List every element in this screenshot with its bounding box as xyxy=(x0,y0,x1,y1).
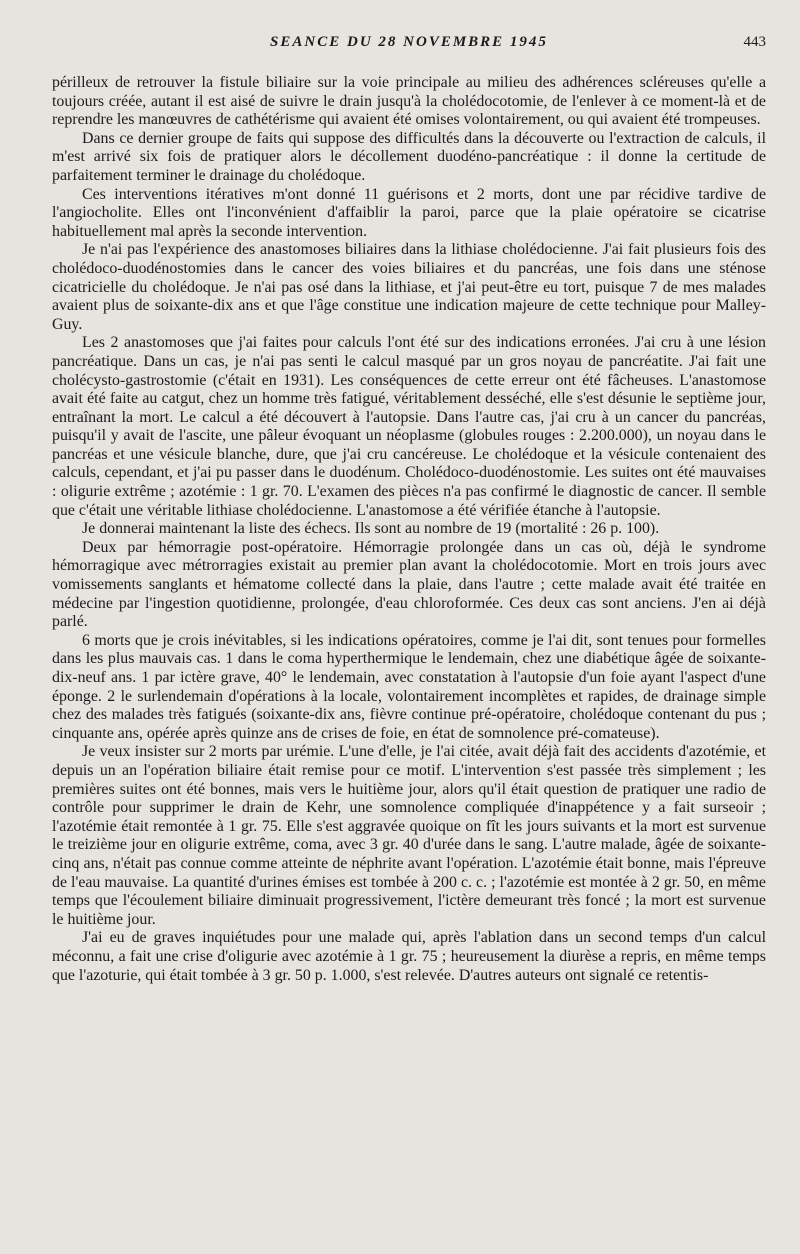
paragraph: Je donnerai maintenant la liste des échecs. Ils sont au nombre de 19 (mortalité : 26 p. 100). xyxy=(82,520,660,538)
paragraph: 6 morts que je crois inévitables, si les indications opératoires, comme je l'ai dit, sont tenues pour formelles dans les plus mauvais cas. 1 dans le coma hyperthermique le lendemain, chez une diabétique âgée de soixante-dix-neuf ans. 1 par ictère grave, 40° le lendemain, avec constatation à l'autopsie d'un foie ayant l'aspect d'une éponge. 2 le surlendemain d'opérations à la locale, volontairement incomplètes et rapides, de drainage simple chez des malades très fatigués (soixante-dix ans, fièvre continue pré-opératoire, cholédoque contenant du pus ; cinquante ans, opérée après quinze ans de crises de foie, en état de somnolence pré-comateuse). xyxy=(52,631,766,742)
page-number: 443 xyxy=(743,34,766,50)
paragraph: Les 2 anastomoses que j'ai faites pour calculs l'ont été sur des indications erronées. J'ai cru à une lésion pancréatique. Dans un cas, je n'ai pas senti le calcul masqué par un gros noyau de pancréatite. J'ai fait une cholécysto-gastrostomie (c'était en 1931). Les conséquences de cette erreur ont été fâcheuses. L'anastomose avait été faite au catgut, chez un homme très fatigué, véritablement desséché, elle s'est désunie le septième jour, entraînant la mort. Le calcul a été découvert à l'autopsie. Dans l'autre cas, j'ai cru à un cancer du pancréas, puisqu'il y avait de l'ascite, une pâleur évoquant un néoplasme (globules rouges : 2.200.000), un noyau dans le pancréas et une vésicule blanche, dure, que j'ai cru cancéreuse. Le cholédoque et la vésicule contenaient des calculs, cependant, et j'ai pu passer dans le duodénum. Cholédoco-duodénostomie. Les suites ont été mauvaises : oligurie extrême ; azotémie : 1 gr. 70. L'examen des pièces n'a pas confirmé le diagnostic de cancer. Il semble que c'était une véritable lithiase cholédocienne. L'anastomose a été vérifiée étanche à l'autopsie. xyxy=(52,334,766,519)
body-text xyxy=(52,74,766,985)
paragraph: J'ai eu de graves inquiétudes pour une malade qui, après l'ablation dans un second temps d'un calcul méconnu, a fait une crise d'oligurie avec azotémie à 1 gr. 75 ; heureusement la diurèse a repris, en même temps que l'azoturie, qui était tombée à 3 gr. 50 p. 1.000, s'est relevée. D'autres auteurs ont signalé ce retentis- xyxy=(52,929,766,984)
paragraph: Deux par hémorragie post-opératoire. Hémorragie prolongée dans un cas où, déjà le syndrome hémorragique avec métrorragies existait au premier plan avant la cholédocotomie. Mort en trois jours avec vomissements sanglants et hématome collecté dans la plaie, dans l'autre ; cette malade avait été traitée en médecine par l'ingestion quotidienne, prolongée, d'eau chloroformée. Ces deux cas sont anciens. J'en ai déjà parlé. xyxy=(52,538,766,631)
paragraph: périlleux de retrouver la fistule biliaire sur la voie principale au milieu des adhérences scléreuses qu'elle a toujours créée, autant il est aisé de suivre le drain jusqu'à la cholédocotomie, de l'enlever à ce moment-là et de reprendre les manœuvres de cathétérisme qui avaient été omises volontairement, ou qui avaient été trompeuses. xyxy=(52,74,766,129)
paragraph: Ces interventions itératives m'ont donné 11 guérisons et 2 morts, dont une par récidive tardive de l'angiocholite. Elles ont l'inconvénient d'affaiblir la paroi, parce que la plaie opératoire se cicatrise habituellement mal après la seconde intervention. xyxy=(52,185,766,240)
page-header xyxy=(52,34,766,58)
running-title: SEANCE DU 28 NOVEMBRE 1945 xyxy=(270,34,548,50)
paragraph: Je veux insister sur 2 morts par urémie. L'une d'elle, je l'ai citée, avait déjà fait des accidents d'azotémie, et depuis un an l'opération biliaire était remise pour ce motif. L'intervention s'est passée très simplement ; les premières suites ont été bonnes, mais vers le huitième jour, alors qu'il était question de pratiquer une radio de contrôle pour supprimer le drain de Kehr, une somnolence compliquée d'inappétence y a fait surseoir ; l'azotémie était remontée à 1 gr. 75. Elle s'est aggravée quoique on fît les jours suivants et la mort est survenue le treizième jour en oligurie extrême, coma, avec 3 gr. 40 d'urée dans le sang. L'autre malade, âgée de soixante-cinq ans, n'était pas connue comme atteinte de néphrite avant l'opération. L'azotémie était bonne, mais l'épreuve de l'eau mauvaise. La quantité d'urines émises est tombée à 200 c. c. ; l'azotémie est montée à 2 gr. 50, en même temps que l'écoulement biliaire diminuait progressivement, l'ictère demeurant très foncé ; la mort est survenue le huitième jour. xyxy=(52,743,766,928)
paragraph: Je n'ai pas l'expérience des anastomoses biliaires dans la lithiase cholédocienne. J'ai fait plusieurs fois des cholédoco-duodénostomies dans le cancer des voies biliaires et du pancréas, une fois dans une sténose cicatricielle du cholédoque. Je n'ai pas osé dans la lithiase, et j'ai peut-être eu tort, puisque 7 de mes malades avaient plus de soixante-dix ans et que l'âge constitue une indication majeure de cette technique pour Malley-Guy. xyxy=(52,241,766,333)
paragraph: Dans ce dernier groupe de faits qui suppose des difficultés dans la découverte ou l'extraction de calculs, il m'est arrivé six fois de pratiquer alors le décollement duodéno-pancréatique : il donne la certitude de parfaitement terminer le drainage du cholédoque. xyxy=(52,129,766,184)
